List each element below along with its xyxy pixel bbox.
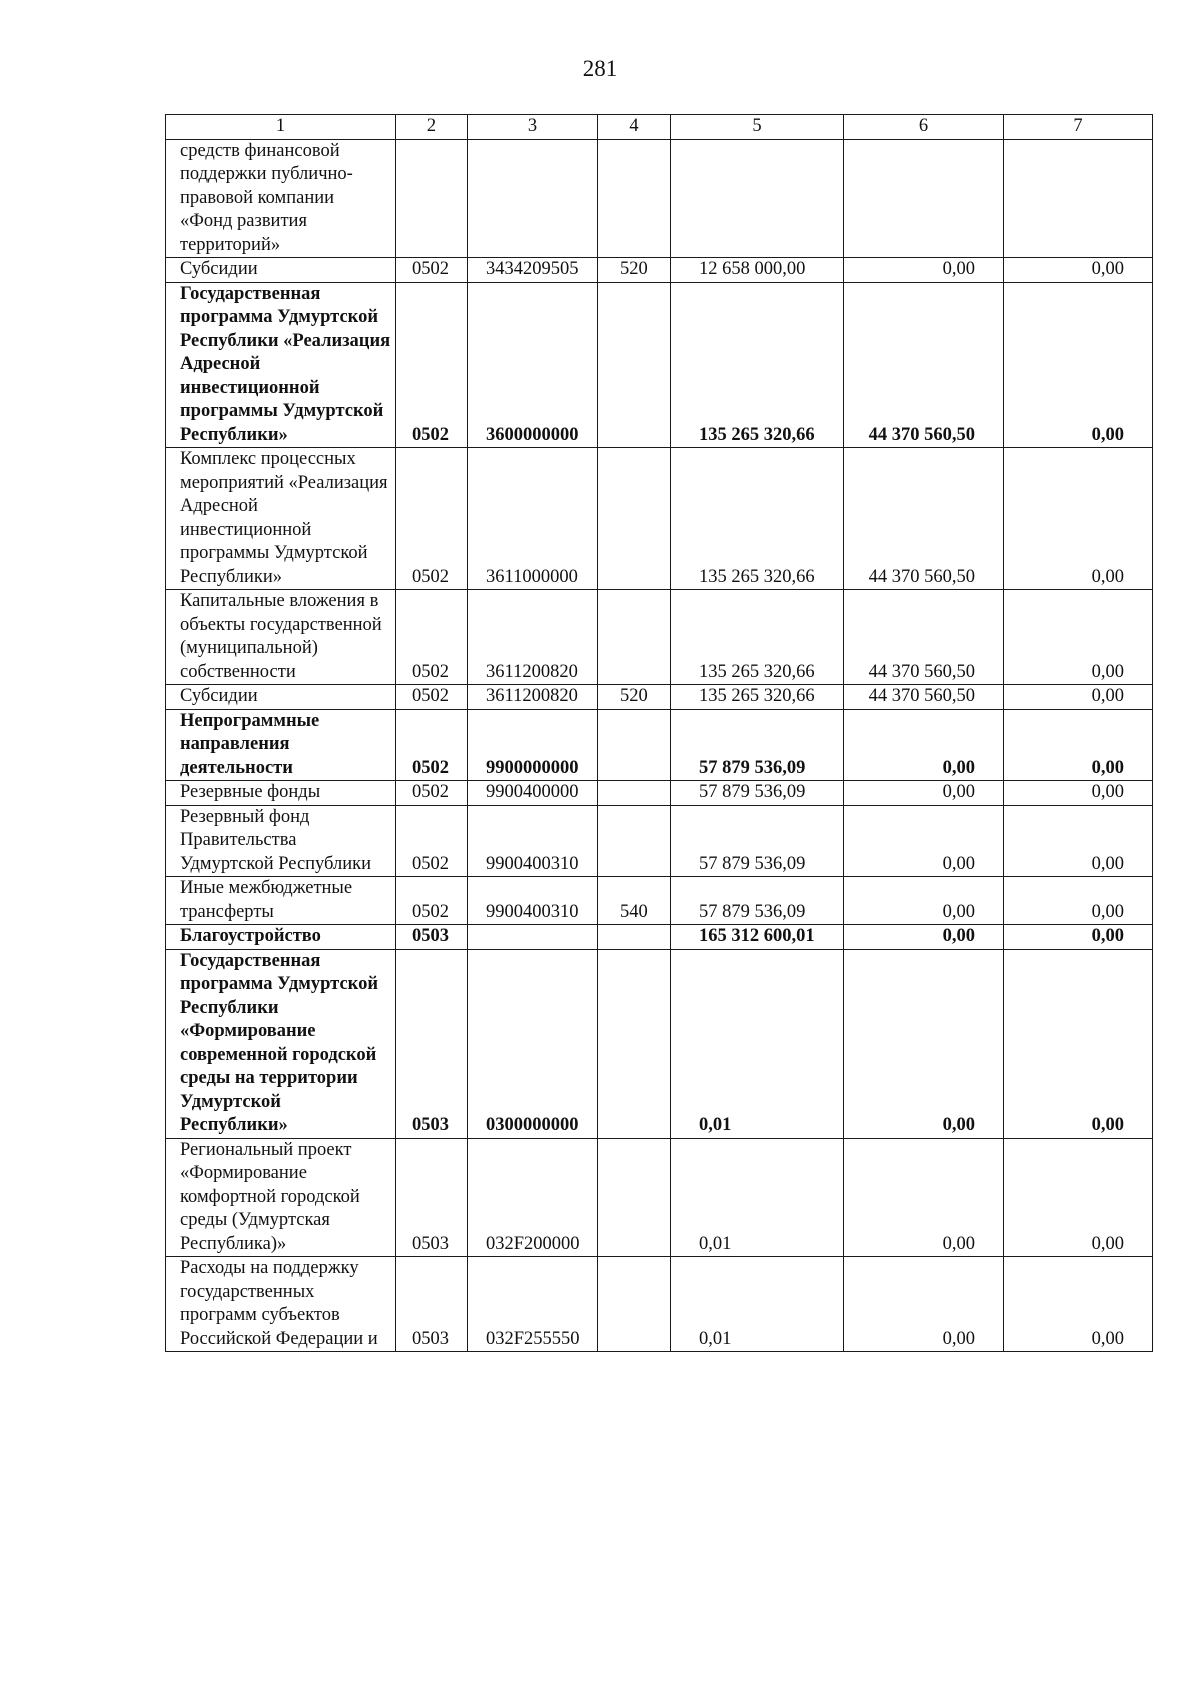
row-type [598,1257,671,1352]
row-section: 0502 [396,685,468,710]
row-type [598,805,671,877]
row-name: Субсидии [166,258,396,283]
row-name: Благоустройство [166,925,396,950]
column-header: 2 [396,115,468,140]
row-type [598,282,671,448]
row-section: 0502 [396,781,468,806]
row-section [396,139,468,258]
table-row [166,282,1153,448]
row-target: 3434209505 [468,258,598,283]
row-value-2025: 44 370 560,50 [844,282,1004,448]
row-section: 0502 [396,805,468,877]
row-value-2026: 0,00 [1004,448,1153,590]
row-name: средств финансовой поддержки публично-правовой компании «Фонд развития территорий» [166,139,396,258]
row-section: 0503 [396,1257,468,1352]
row-name: Капитальные вложения в объекты государственной (муниципальной) собственности [166,590,396,685]
row-section: 0502 [396,590,468,685]
row-name: Иные межбюджетные трансферты [166,877,396,925]
row-type [598,139,671,258]
row-name: Резервные фонды [166,781,396,806]
row-type [598,590,671,685]
row-target: 9900000000 [468,709,598,781]
row-value-2025: 0,00 [844,805,1004,877]
table-row [166,590,1153,685]
row-name: Субсидии [166,685,396,710]
row-value-2026 [1004,139,1153,258]
row-section: 0502 [396,282,468,448]
row-value-2024: 0,01 [671,1257,844,1352]
row-name: Комплекс процессных мероприятий «Реализация Адресной инвестиционной программы Удмуртской Республики» [166,448,396,590]
table-row [166,949,1153,1138]
table-row [166,448,1153,590]
row-target: 3611200820 [468,685,598,710]
row-value-2025 [844,139,1004,258]
row-type [598,781,671,806]
column-header: 7 [1004,115,1153,140]
row-target: 9900400310 [468,877,598,925]
table-row [166,877,1153,925]
row-value-2024 [671,139,844,258]
row-value-2024: 0,01 [671,1138,844,1257]
row-value-2024: 57 879 536,09 [671,709,844,781]
row-value-2025: 44 370 560,50 [844,590,1004,685]
row-value-2024: 57 879 536,09 [671,781,844,806]
row-value-2025: 0,00 [844,1257,1004,1352]
column-header: 5 [671,115,844,140]
table-row [166,258,1153,283]
column-number-row [166,115,1153,140]
row-name: Непрограммные направления деятельности [166,709,396,781]
row-value-2024: 135 265 320,66 [671,282,844,448]
row-target [468,925,598,950]
row-value-2025: 0,00 [844,709,1004,781]
row-value-2025: 0,00 [844,925,1004,950]
row-value-2025: 0,00 [844,949,1004,1138]
row-target: 9900400310 [468,805,598,877]
row-target: 9900400000 [468,781,598,806]
row-type [598,1138,671,1257]
row-target: 032F200000 [468,1138,598,1257]
row-value-2026: 0,00 [1004,1257,1153,1352]
table-row [166,709,1153,781]
row-target: 0300000000 [468,949,598,1138]
row-section: 0502 [396,448,468,590]
table-row [166,925,1153,950]
row-type [598,949,671,1138]
table-row [166,1257,1153,1352]
row-value-2026: 0,00 [1004,805,1153,877]
page-number: 281 [582,56,618,81]
row-name: Государственная программа Удмуртской Республики «Формирование современной городской среды на территории Удмуртской Республики» [166,949,396,1138]
table-row [166,685,1153,710]
row-target: 3611200820 [468,590,598,685]
row-name: Региональный проект «Формирование комфортной городской среды (Удмуртская Республика)» [166,1138,396,1257]
row-target: 032F255550 [468,1257,598,1352]
row-value-2026: 0,00 [1004,781,1153,806]
row-section: 0502 [396,258,468,283]
row-target: 3611000000 [468,448,598,590]
row-type [598,925,671,950]
row-value-2025: 44 370 560,50 [844,685,1004,710]
row-value-2024: 135 265 320,66 [671,448,844,590]
row-value-2024: 165 312 600,01 [671,925,844,950]
row-name: Государственная программа Удмуртской Республики «Реализация Адресной инвестиционной программы Удмуртской Республики» [166,282,396,448]
budget-table [165,114,1153,1352]
row-type [598,709,671,781]
row-value-2026: 0,00 [1004,949,1153,1138]
row-value-2025: 0,00 [844,1138,1004,1257]
row-name: Расходы на поддержку государственных программ субъектов Российской Федерации и [166,1257,396,1352]
row-value-2026: 0,00 [1004,258,1153,283]
row-section: 0502 [396,877,468,925]
row-value-2024: 135 265 320,66 [671,685,844,710]
row-value-2024: 0,01 [671,949,844,1138]
row-target [468,139,598,258]
column-header: 1 [166,115,396,140]
row-section: 0503 [396,925,468,950]
row-name: Резервный фонд Правительства Удмуртской Республики [166,805,396,877]
row-value-2025: 0,00 [844,877,1004,925]
row-value-2026: 0,00 [1004,709,1153,781]
row-value-2026: 0,00 [1004,877,1153,925]
row-section: 0503 [396,1138,468,1257]
row-value-2024: 12 658 000,00 [671,258,844,283]
row-value-2026: 0,00 [1004,685,1153,710]
row-type: 520 [598,258,671,283]
row-value-2026: 0,00 [1004,590,1153,685]
row-value-2025: 0,00 [844,781,1004,806]
row-type: 520 [598,685,671,710]
row-type: 540 [598,877,671,925]
table-row [166,805,1153,877]
column-header: 3 [468,115,598,140]
row-target: 3600000000 [468,282,598,448]
row-section: 0502 [396,709,468,781]
row-value-2024: 57 879 536,09 [671,805,844,877]
row-value-2026: 0,00 [1004,1138,1153,1257]
row-value-2026: 0,00 [1004,925,1153,950]
table-row [166,781,1153,806]
row-value-2025: 0,00 [844,258,1004,283]
row-type [598,448,671,590]
row-value-2026: 0,00 [1004,282,1153,448]
table-row [166,1138,1153,1257]
row-section: 0503 [396,949,468,1138]
row-value-2024: 57 879 536,09 [671,877,844,925]
table-row [166,139,1153,258]
row-value-2025: 44 370 560,50 [844,448,1004,590]
column-header: 4 [598,115,671,140]
column-header: 6 [844,115,1004,140]
row-value-2024: 135 265 320,66 [671,590,844,685]
